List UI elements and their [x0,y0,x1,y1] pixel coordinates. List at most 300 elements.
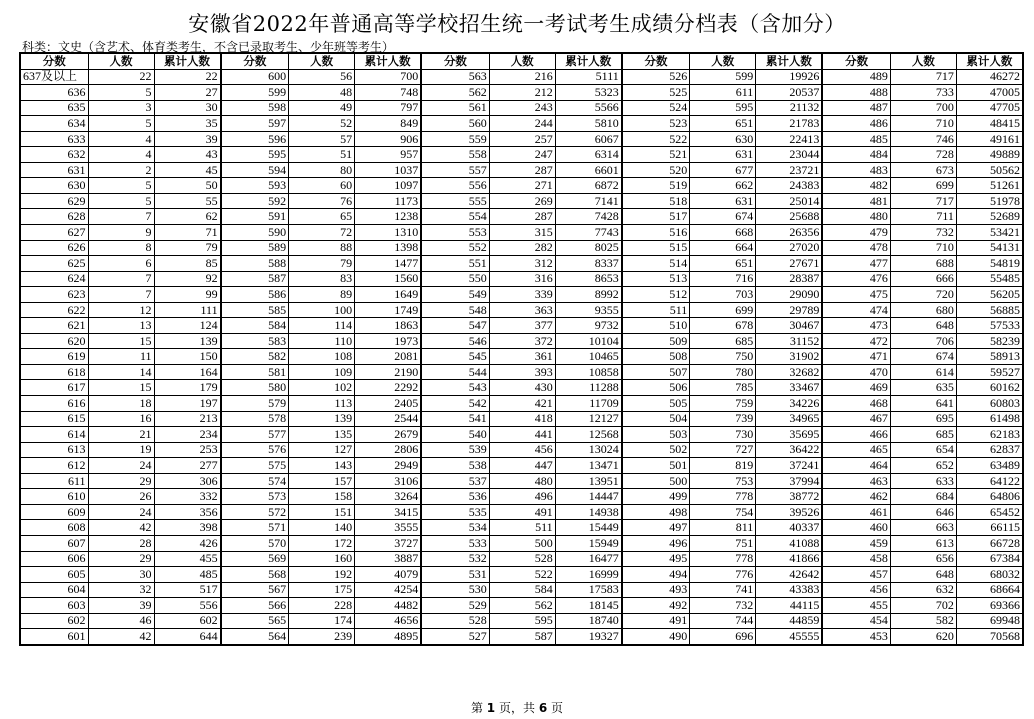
count-cell: 674 [690,209,756,225]
cumulative-cell: 32682 [756,364,823,380]
cumulative-cell: 3555 [355,520,422,536]
cumulative-cell: 1097 [355,178,422,194]
cumulative-cell: 906 [355,131,422,147]
cumulative-cell: 41866 [756,551,823,567]
count-cell: 654 [890,442,956,458]
cumulative-cell: 21132 [756,100,823,116]
score-cell: 531 [421,567,489,583]
score-cell: 594 [221,162,289,178]
cumulative-cell: 68032 [956,567,1023,583]
count-cell: 710 [890,116,956,132]
cumulative-cell: 27671 [756,256,823,272]
count-cell: 728 [890,147,956,163]
score-cell: 571 [221,520,289,536]
count-cell: 717 [890,193,956,209]
score-cell: 527 [421,629,489,645]
count-cell: 102 [289,380,355,396]
count-cell: 3 [88,100,154,116]
table-row [20,598,1023,614]
cumulative-cell: 5323 [555,85,622,101]
count-cell: 14 [88,364,154,380]
score-cell: 468 [822,396,890,412]
cumulative-cell: 14938 [555,504,622,520]
count-cell: 228 [289,598,355,614]
score-cell: 478 [822,240,890,256]
cumulative-cell: 12127 [555,411,622,427]
cumulative-cell: 5566 [555,100,622,116]
cumulative-cell: 10104 [555,333,622,349]
score-header: 分数 [822,53,890,69]
count-cell: 500 [489,535,555,551]
score-cell: 561 [421,100,489,116]
count-cell: 143 [289,458,355,474]
cumulative-cell: 9355 [555,302,622,318]
count-cell: 739 [690,411,756,427]
count-cell: 727 [690,442,756,458]
cumulative-cell: 49889 [956,147,1023,163]
cumulative-cell: 2405 [355,396,422,412]
count-cell: 372 [489,333,555,349]
count-cell: 7 [88,287,154,303]
table-body [20,69,1023,645]
cumulative-header: 累计人数 [555,53,622,69]
count-cell: 680 [890,302,956,318]
cumulative-cell: 18740 [555,613,622,629]
count-cell: 139 [289,411,355,427]
count-cell: 287 [489,209,555,225]
cumulative-cell: 16477 [555,551,622,567]
count-cell: 732 [690,598,756,614]
cumulative-cell: 54819 [956,256,1023,272]
cumulative-cell: 50 [154,178,221,194]
cumulative-cell: 63489 [956,458,1023,474]
count-cell: 212 [489,85,555,101]
count-cell: 750 [690,349,756,365]
count-cell: 811 [690,520,756,536]
score-cell: 518 [622,193,690,209]
cumulative-cell: 85 [154,256,221,272]
cumulative-cell: 150 [154,349,221,365]
count-cell: 89 [289,287,355,303]
cumulative-cell: 4895 [355,629,422,645]
count-cell: 287 [489,162,555,178]
cumulative-cell: 54131 [956,240,1023,256]
count-cell: 114 [289,318,355,334]
table-row [20,427,1023,443]
count-cell: 244 [489,116,555,132]
cumulative-cell: 64806 [956,489,1023,505]
count-cell: 216 [489,69,555,85]
count-cell: 48 [289,85,355,101]
count-cell: 599 [690,69,756,85]
score-cell: 488 [822,85,890,101]
score-cell: 595 [221,147,289,163]
score-cell: 455 [822,598,890,614]
cumulative-cell: 602 [154,613,221,629]
count-cell: 613 [890,535,956,551]
score-cell: 564 [221,629,289,645]
count-cell: 271 [489,178,555,194]
cumulative-cell: 20537 [756,85,823,101]
count-cell: 12 [88,302,154,318]
count-cell: 759 [690,396,756,412]
count-header: 人数 [489,53,555,69]
score-cell: 614 [20,427,88,443]
score-cell: 498 [622,504,690,520]
count-cell: 4 [88,131,154,147]
score-cell: 509 [622,333,690,349]
score-cell: 592 [221,193,289,209]
score-cell: 537 [421,473,489,489]
cumulative-cell: 34226 [756,396,823,412]
cumulative-cell: 13951 [555,473,622,489]
count-cell: 52 [289,116,355,132]
score-cell: 622 [20,302,88,318]
count-cell: 631 [690,193,756,209]
score-cell: 577 [221,427,289,443]
table-row [20,318,1023,334]
count-cell: 109 [289,364,355,380]
count-cell: 32 [88,582,154,598]
count-cell: 480 [489,473,555,489]
cumulative-cell: 15449 [555,520,622,536]
cumulative-cell: 5111 [555,69,622,85]
count-cell: 192 [289,567,355,583]
count-cell: 780 [690,364,756,380]
count-cell: 157 [289,473,355,489]
cumulative-cell: 5810 [555,116,622,132]
cumulative-cell: 1037 [355,162,422,178]
score-cell: 493 [622,582,690,598]
score-cell: 533 [421,535,489,551]
score-cell: 581 [221,364,289,380]
count-cell: 710 [890,240,956,256]
score-cell: 544 [421,364,489,380]
count-cell: 127 [289,442,355,458]
count-cell: 778 [690,551,756,567]
score-cell: 599 [221,85,289,101]
cumulative-cell: 10465 [555,349,622,365]
count-cell: 30 [88,567,154,583]
table-row [20,147,1023,163]
table-row [20,349,1023,365]
count-cell: 611 [690,85,756,101]
count-cell: 635 [890,380,956,396]
count-cell: 631 [690,147,756,163]
cumulative-cell: 1310 [355,225,422,241]
count-cell: 7 [88,271,154,287]
count-cell: 175 [289,582,355,598]
cumulative-cell: 48415 [956,116,1023,132]
score-cell: 554 [421,209,489,225]
score-cell: 526 [622,69,690,85]
count-cell: 630 [690,131,756,147]
count-cell: 706 [890,333,956,349]
score-cell: 590 [221,225,289,241]
cumulative-cell: 4254 [355,582,422,598]
score-cell: 596 [221,131,289,147]
cumulative-cell: 71 [154,225,221,241]
score-header: 分数 [622,53,690,69]
table-row [20,116,1023,132]
cumulative-cell: 56885 [956,302,1023,318]
score-cell: 574 [221,473,289,489]
count-cell: 5 [88,193,154,209]
cumulative-cell: 43 [154,147,221,163]
cumulative-cell: 31902 [756,349,823,365]
score-cell: 637及以上 [20,69,88,85]
score-cell: 545 [421,349,489,365]
table-row [20,302,1023,318]
table-row [20,396,1023,412]
score-cell: 534 [421,520,489,536]
cumulative-cell: 17583 [555,582,622,598]
count-cell: 633 [890,473,956,489]
count-cell: 700 [890,100,956,116]
cumulative-cell: 4079 [355,567,422,583]
cumulative-cell: 517 [154,582,221,598]
score-cell: 557 [421,162,489,178]
table-row [20,629,1023,645]
score-cell: 589 [221,240,289,256]
count-cell: 695 [890,411,956,427]
score-cell: 630 [20,178,88,194]
score-cell: 547 [421,318,489,334]
score-cell: 585 [221,302,289,318]
cumulative-cell: 8337 [555,256,622,272]
count-header: 人数 [890,53,956,69]
cumulative-cell: 29090 [756,287,823,303]
count-cell: 730 [690,427,756,443]
count-cell: 646 [890,504,956,520]
score-cell: 543 [421,380,489,396]
cumulative-cell: 2190 [355,364,422,380]
score-cell: 528 [421,613,489,629]
table-row [20,69,1023,85]
count-cell: 656 [890,551,956,567]
count-cell: 13 [88,318,154,334]
cumulative-cell: 2544 [355,411,422,427]
cumulative-cell: 36422 [756,442,823,458]
cumulative-cell: 92 [154,271,221,287]
cumulative-cell: 46272 [956,69,1023,85]
cumulative-cell: 12568 [555,427,622,443]
table-row [20,131,1023,147]
count-cell: 674 [890,349,956,365]
count-cell: 29 [88,551,154,567]
score-cell: 555 [421,193,489,209]
count-cell: 584 [489,582,555,598]
table-row [20,85,1023,101]
score-cell: 619 [20,349,88,365]
count-cell: 456 [489,442,555,458]
count-cell: 29 [88,473,154,489]
table-row [20,489,1023,505]
count-cell: 247 [489,147,555,163]
table-row [20,364,1023,380]
score-cell: 492 [622,598,690,614]
score-cell: 616 [20,396,88,412]
count-cell: 135 [289,427,355,443]
score-cell: 502 [622,442,690,458]
cumulative-cell: 44115 [756,598,823,614]
score-cell: 517 [622,209,690,225]
cumulative-cell: 426 [154,535,221,551]
score-cell: 515 [622,240,690,256]
count-cell: 46 [88,613,154,629]
count-cell: 595 [489,613,555,629]
category-subtitle: 科类：文史（含艺术、体育类考生，不含已录取考生、少年班等考生） [22,40,395,54]
table-row [20,209,1023,225]
score-cell: 600 [221,69,289,85]
score-cell: 613 [20,442,88,458]
cumulative-cell: 25688 [756,209,823,225]
score-cell: 460 [822,520,890,536]
score-cell: 572 [221,504,289,520]
count-cell: 751 [690,535,756,551]
score-cell: 454 [822,613,890,629]
cumulative-cell: 62837 [956,442,1023,458]
cumulative-cell: 124 [154,318,221,334]
score-cell: 516 [622,225,690,241]
cumulative-cell: 3264 [355,489,422,505]
cumulative-cell: 70568 [956,629,1023,645]
count-cell: 663 [890,520,956,536]
count-cell: 239 [289,629,355,645]
count-cell: 673 [890,162,956,178]
cumulative-cell: 8992 [555,287,622,303]
count-cell: 651 [690,116,756,132]
count-cell: 22 [88,69,154,85]
cumulative-cell: 3887 [355,551,422,567]
table-row [20,551,1023,567]
cumulative-cell: 3106 [355,473,422,489]
score-cell: 636 [20,85,88,101]
cumulative-cell: 2081 [355,349,422,365]
cumulative-cell: 18145 [555,598,622,614]
cumulative-cell: 23721 [756,162,823,178]
table-row [20,504,1023,520]
cumulative-cell: 68664 [956,582,1023,598]
cumulative-cell: 164 [154,364,221,380]
count-cell: 9 [88,225,154,241]
cumulative-cell: 41088 [756,535,823,551]
count-cell: 711 [890,209,956,225]
cumulative-cell: 47005 [956,85,1023,101]
count-cell: 315 [489,225,555,241]
score-cell: 465 [822,442,890,458]
table-row [20,473,1023,489]
score-cell: 453 [822,629,890,645]
score-cell: 510 [622,318,690,334]
cumulative-cell: 1173 [355,193,422,209]
count-cell: 19 [88,442,154,458]
score-cell: 607 [20,535,88,551]
score-cell: 626 [20,240,88,256]
cumulative-cell: 7428 [555,209,622,225]
table-row [20,520,1023,536]
cumulative-cell: 61498 [956,411,1023,427]
cumulative-cell: 2949 [355,458,422,474]
cumulative-cell: 849 [355,116,422,132]
cumulative-cell: 58913 [956,349,1023,365]
cumulative-cell: 37994 [756,473,823,489]
score-cell: 456 [822,582,890,598]
score-distribution-table [19,52,1024,646]
count-cell: 42 [88,520,154,536]
table-row [20,193,1023,209]
table-row [20,225,1023,241]
score-cell: 606 [20,551,88,567]
cumulative-cell: 39 [154,131,221,147]
count-header: 人数 [289,53,355,69]
cumulative-cell: 51978 [956,193,1023,209]
cumulative-cell: 50562 [956,162,1023,178]
score-cell: 481 [822,193,890,209]
count-cell: 562 [489,598,555,614]
cumulative-cell: 139 [154,333,221,349]
cumulative-cell: 6601 [555,162,622,178]
count-cell: 441 [489,427,555,443]
score-cell: 551 [421,256,489,272]
cumulative-cell: 47705 [956,100,1023,116]
cumulative-header: 累计人数 [355,53,422,69]
cumulative-cell: 11709 [555,396,622,412]
score-cell: 552 [421,240,489,256]
cumulative-cell: 23044 [756,147,823,163]
count-cell: 15 [88,333,154,349]
count-cell: 522 [489,567,555,583]
cumulative-cell: 3415 [355,504,422,520]
score-cell: 568 [221,567,289,583]
score-cell: 519 [622,178,690,194]
count-cell: 316 [489,271,555,287]
page-title: 安徽省2022年普通高等学校招生统一考试考生成绩分档表（含加分） [188,12,846,36]
cumulative-cell: 4656 [355,613,422,629]
score-cell: 508 [622,349,690,365]
cumulative-cell: 58239 [956,333,1023,349]
score-cell: 511 [622,302,690,318]
score-cell: 470 [822,364,890,380]
table-row [20,458,1023,474]
cumulative-cell: 65452 [956,504,1023,520]
cumulative-cell: 1398 [355,240,422,256]
cumulative-cell: 644 [154,629,221,645]
score-cell: 617 [20,380,88,396]
count-cell: 24 [88,504,154,520]
table-row [20,287,1023,303]
cumulative-cell: 34965 [756,411,823,427]
score-cell: 562 [421,85,489,101]
page-footer [0,699,1034,716]
count-cell: 491 [489,504,555,520]
score-cell: 529 [421,598,489,614]
score-cell: 628 [20,209,88,225]
score-cell: 598 [221,100,289,116]
score-cell: 553 [421,225,489,241]
cumulative-cell: 1973 [355,333,422,349]
table-header-row [20,53,1023,69]
cumulative-cell: 234 [154,427,221,443]
cumulative-header: 累计人数 [956,53,1023,69]
cumulative-cell: 49161 [956,131,1023,147]
score-cell: 615 [20,411,88,427]
count-cell: 677 [690,162,756,178]
cumulative-header: 累计人数 [756,53,823,69]
cumulative-cell: 21783 [756,116,823,132]
score-cell: 633 [20,131,88,147]
cumulative-cell: 26356 [756,225,823,241]
